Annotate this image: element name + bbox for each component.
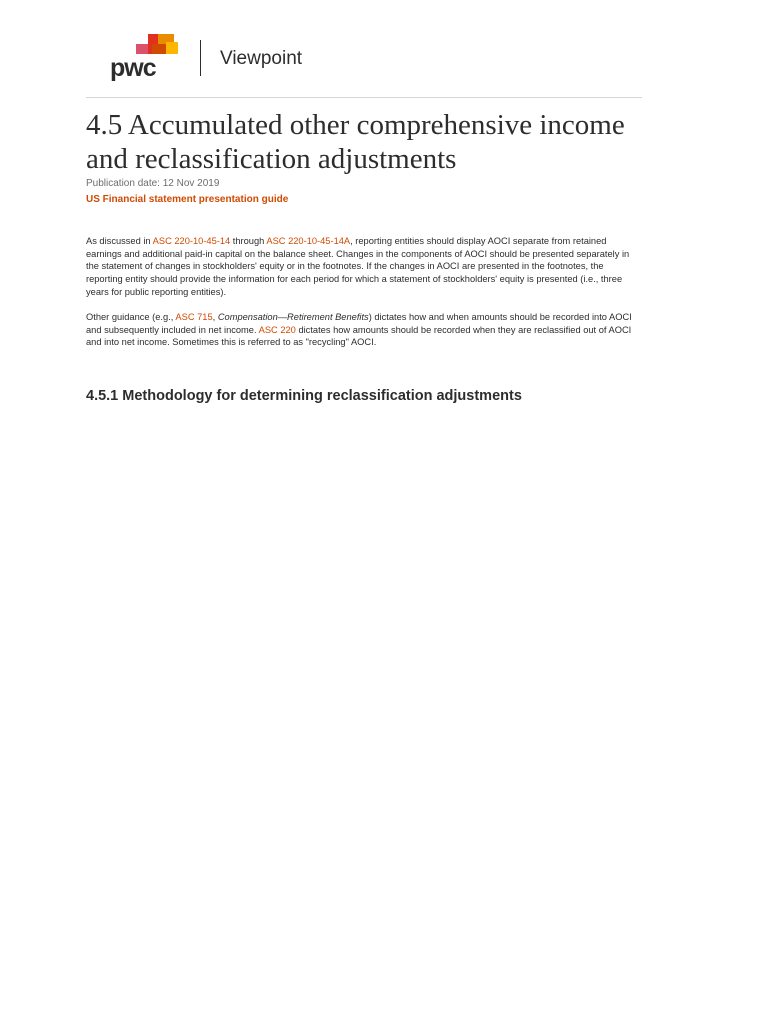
publication-date: Publication date: 12 Nov 2019 — [86, 178, 220, 189]
p1-text-3: , reporting entities should display AOCI separate from retained earnings and additional paid-in capital on the balance sheet. Changes in the components of AOCI should be presented separately in the statement of changes in stockholders' equity or in the footnotes. If the changes in AOCI are presented in the footnotes, the reporting entity should provide the information for each period for which a statement of stockholders' equity is presented (i.e., three years for public reporting entities). — [86, 236, 630, 297]
page-title: 4.5 Accumulated other comprehensive income and reclassification adjustments — [86, 109, 625, 175]
page-header — [108, 32, 642, 98]
paragraph-2 — [86, 311, 636, 349]
p2-text-2: , — [212, 312, 218, 322]
p2-emphasis: Compensation—Retirement Benefits — [217, 312, 369, 322]
p2-text-3: ) dictates how and when amounts should be recorded into AOCI and subsequently included in net income. — [86, 312, 632, 335]
section-heading-4-5-1: 4.5.1 Methodology for determining reclassification adjustments — [86, 388, 522, 404]
p1-text-1: As discussed in — [86, 236, 153, 246]
paragraph-1 — [86, 235, 636, 299]
guide-link[interactable]: US Financial statement presentation guide — [86, 194, 289, 205]
header-rule — [86, 97, 642, 98]
link-asc-220-10-45-14[interactable]: ASC 220-10-45-14 — [152, 236, 231, 246]
brand-name[interactable]: Viewpoint — [220, 48, 303, 69]
link-asc-220-10-45-14a[interactable]: ASC 220-10-45-14A — [266, 236, 351, 246]
pwc-logo-text: pwc — [110, 54, 156, 82]
p2-text-1: Other guidance (e.g., — [86, 312, 176, 322]
header-divider — [200, 40, 201, 76]
p1-text-2: through — [230, 236, 267, 246]
p2-text-4: dictates how amounts should be recorded when they are reclassified out of AOCI and into net income. Sometimes this is referred to as "recycling" AOCI. — [86, 324, 632, 348]
link-asc-715[interactable]: ASC 715 — [175, 312, 213, 322]
pwc-logo[interactable] — [108, 32, 188, 84]
link-asc-220[interactable]: ASC 220 — [258, 324, 296, 335]
